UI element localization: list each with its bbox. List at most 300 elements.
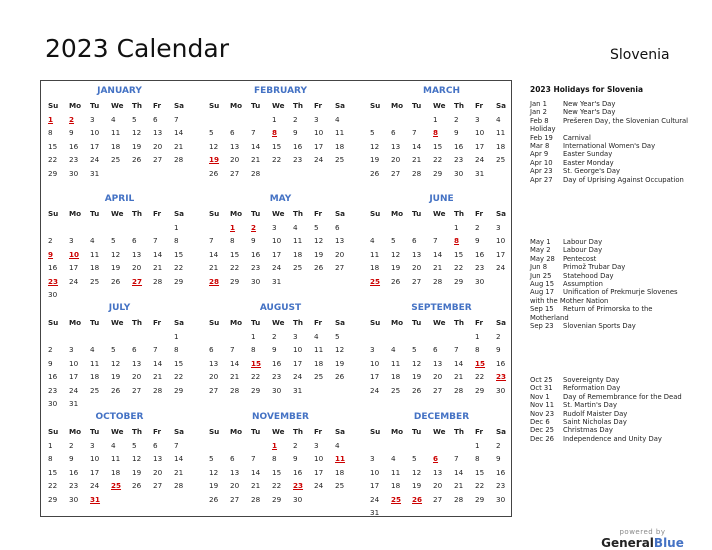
weekday-header: Tu	[251, 318, 261, 327]
holiday-day: 19	[209, 155, 220, 164]
weekday-header: Tu	[90, 427, 100, 436]
weekday-header: Sa	[174, 101, 185, 110]
holiday-entry	[530, 410, 690, 418]
day-cell: 24	[90, 481, 100, 490]
day-cell: 30	[69, 494, 79, 504]
day-cell: 19	[314, 249, 324, 259]
holiday-day: 25	[370, 276, 381, 286]
holiday-date: Aug 17	[530, 288, 555, 297]
day-cell: 9	[69, 454, 74, 463]
empty-cell	[88, 330, 109, 344]
holiday-date: Apr 23	[530, 167, 553, 176]
empty-cell	[67, 221, 88, 235]
day-cell: 17	[69, 263, 79, 272]
day-cell: 25	[293, 263, 303, 272]
month-name: JUNE	[429, 194, 454, 204]
holiday-date: Feb 8	[530, 116, 549, 125]
empty-cell	[452, 439, 473, 453]
day-cell: 8	[174, 345, 179, 354]
day-cell: 22	[475, 481, 485, 490]
day-cell: 7	[209, 236, 214, 245]
day-cell: 16	[69, 467, 79, 477]
day-cell: 30	[454, 168, 464, 178]
weekday-header: Th	[293, 427, 304, 436]
month-days-grid	[46, 207, 193, 302]
day-cell: 19	[111, 263, 121, 272]
day-cell: 7	[251, 128, 256, 137]
day-cell: 21	[153, 372, 163, 381]
weekday-header: Sa	[174, 427, 185, 436]
holiday-entry	[530, 322, 690, 330]
empty-cell	[389, 439, 410, 453]
day-cell: 5	[412, 345, 417, 354]
day-cell: 26	[209, 494, 219, 504]
empty-cell	[249, 113, 270, 127]
holiday-name: Day of Uprising Against Occupation	[563, 175, 684, 184]
day-cell: 6	[132, 345, 137, 354]
day-cell: 12	[335, 345, 345, 354]
holiday-day: 1	[48, 114, 54, 124]
weekday-header: Fr	[314, 209, 322, 218]
day-cell: 23	[454, 155, 464, 164]
day-cell: 15	[48, 141, 58, 151]
day-cell: 9	[496, 454, 501, 463]
empty-cell	[410, 330, 431, 344]
month-name: SEPTEMBER	[411, 303, 472, 313]
day-cell: 13	[335, 236, 345, 245]
day-cell: 13	[153, 128, 163, 137]
day-cell: 8	[251, 345, 256, 354]
weekday-header: We	[433, 101, 446, 110]
day-cell: 23	[475, 263, 485, 272]
holiday-name: Labour Day	[563, 246, 603, 255]
day-cell: 31	[69, 399, 79, 408]
day-cell: 2	[48, 236, 53, 245]
weekday-header: We	[111, 427, 124, 436]
day-cell: 26	[412, 385, 422, 395]
day-cell: 2	[272, 331, 277, 341]
day-cell: 13	[209, 358, 219, 368]
day-cell: 6	[153, 440, 158, 450]
empty-cell	[431, 439, 452, 453]
day-cell: 3	[475, 114, 480, 124]
month-name: APRIL	[104, 194, 135, 204]
month-name: MARCH	[423, 86, 460, 96]
day-cell: 27	[153, 155, 163, 164]
day-cell: 6	[433, 345, 438, 354]
weekday-header: We	[111, 209, 124, 218]
weekday-header: Th	[293, 101, 304, 110]
day-cell: 14	[174, 128, 184, 137]
day-cell: 26	[370, 168, 380, 178]
weekday-header: Fr	[475, 427, 483, 436]
weekday-header: Th	[454, 101, 465, 110]
weekday-header: Tu	[251, 427, 261, 436]
empty-cell	[228, 330, 249, 344]
day-cell: 19	[412, 372, 422, 381]
day-cell: 20	[412, 263, 422, 272]
day-cell: 20	[132, 372, 142, 381]
day-cell: 25	[335, 481, 345, 490]
month-days-grid	[207, 425, 354, 506]
holiday-day: 2	[251, 222, 257, 232]
day-cell: 1	[251, 331, 256, 341]
day-cell: 9	[69, 128, 74, 137]
day-cell: 7	[153, 236, 158, 245]
day-cell: 30	[272, 385, 282, 395]
day-cell: 8	[48, 454, 53, 463]
day-cell: 29	[230, 276, 240, 286]
day-cell: 5	[132, 440, 137, 450]
day-cell: 23	[69, 481, 79, 490]
day-cell: 2	[496, 331, 501, 341]
month-name: AUGUST	[259, 303, 302, 313]
day-cell: 16	[251, 249, 261, 259]
day-cell: 24	[272, 263, 282, 272]
day-cell: 24	[69, 276, 79, 286]
holiday-name: Easter Sunday	[563, 150, 613, 159]
day-cell: 13	[230, 141, 240, 151]
day-cell: 3	[69, 345, 74, 354]
month-days-grid	[46, 316, 193, 411]
day-cell: 19	[132, 141, 142, 151]
empty-cell	[130, 330, 151, 344]
day-cell: 30	[251, 276, 261, 286]
day-cell: 29	[174, 276, 184, 286]
day-cell: 18	[391, 372, 401, 381]
day-cell: 24	[293, 372, 303, 381]
day-cell: 22	[174, 372, 184, 381]
holiday-entry	[530, 280, 690, 288]
holiday-entry	[530, 167, 690, 175]
holiday-day: 10	[69, 249, 80, 259]
day-cell: 19	[370, 155, 380, 164]
day-cell: 28	[251, 494, 261, 504]
day-cell: 16	[293, 467, 303, 477]
holiday-name: Sovereignty Day	[563, 376, 620, 384]
day-cell: 13	[412, 249, 422, 259]
holiday-list-2	[530, 238, 690, 330]
holiday-day: 28	[209, 276, 220, 286]
weekday-header: Sa	[496, 101, 507, 110]
holiday-name: New Year's Day	[563, 108, 616, 117]
holiday-date: Aug 15	[530, 280, 555, 289]
day-cell: 4	[111, 440, 116, 450]
day-cell: 11	[391, 358, 401, 368]
month-days-grid	[207, 99, 354, 180]
month-august	[207, 302, 354, 397]
day-cell: 28	[433, 276, 443, 286]
day-cell: 23	[69, 155, 79, 164]
day-cell: 11	[391, 467, 401, 477]
holiday-date: Jun 25	[530, 271, 552, 280]
day-cell: 5	[209, 454, 214, 463]
day-cell: 12	[132, 128, 142, 137]
holiday-date: Jan 2	[530, 108, 547, 117]
empty-cell	[368, 221, 389, 235]
day-cell: 23	[293, 155, 303, 164]
day-cell: 9	[293, 128, 298, 137]
weekday-header: Su	[370, 101, 381, 110]
day-cell: 30	[48, 399, 58, 408]
day-cell: 31	[272, 276, 282, 286]
day-cell: 21	[174, 141, 184, 151]
month-days-grid	[368, 425, 515, 520]
day-cell: 15	[454, 249, 464, 259]
holiday-date: Nov 11	[530, 401, 555, 410]
holiday-entry	[530, 159, 690, 167]
empty-cell	[389, 113, 410, 127]
day-cell: 19	[391, 263, 401, 272]
holiday-day: 23	[293, 481, 304, 490]
day-cell: 4	[90, 236, 95, 245]
day-cell: 13	[153, 454, 163, 463]
holiday-entry	[530, 100, 690, 108]
day-cell: 9	[251, 236, 256, 245]
weekday-header: Fr	[153, 209, 161, 218]
day-cell: 9	[496, 345, 501, 354]
day-cell: 7	[153, 345, 158, 354]
day-cell: 26	[111, 385, 121, 395]
day-cell: 24	[314, 481, 324, 490]
weekday-header: Fr	[314, 427, 322, 436]
day-cell: 8	[48, 128, 53, 137]
empty-cell	[46, 221, 67, 235]
day-cell: 29	[174, 385, 184, 395]
weekday-header: Tu	[90, 318, 100, 327]
month-june	[368, 193, 515, 288]
day-cell: 22	[272, 481, 282, 490]
day-cell: 27	[230, 168, 240, 178]
day-cell: 10	[90, 128, 100, 137]
day-cell: 12	[132, 454, 142, 463]
day-cell: 4	[314, 331, 319, 341]
day-cell: 17	[496, 249, 506, 259]
day-cell: 7	[230, 345, 235, 354]
weekday-header: Fr	[475, 318, 483, 327]
day-cell: 24	[370, 494, 380, 504]
day-cell: 4	[496, 114, 501, 124]
holiday-entry	[530, 176, 690, 184]
holiday-date: Nov 1	[530, 392, 550, 401]
day-cell: 30	[496, 494, 506, 504]
day-cell: 14	[209, 249, 219, 259]
weekday-header: Su	[48, 209, 59, 218]
day-cell: 14	[412, 141, 422, 151]
weekday-header: Fr	[153, 101, 161, 110]
day-cell: 15	[272, 467, 282, 477]
empty-cell	[207, 221, 228, 235]
empty-cell	[389, 330, 410, 344]
day-cell: 22	[433, 155, 443, 164]
day-cell: 24	[69, 385, 79, 395]
day-cell: 27	[132, 385, 142, 395]
day-cell: 26	[132, 481, 142, 490]
day-cell: 29	[475, 385, 485, 395]
holiday-date: Dec 25	[530, 426, 554, 435]
day-cell: 21	[174, 467, 184, 477]
month-name: DECEMBER	[413, 412, 470, 422]
holiday-date: Dec 26	[530, 434, 554, 443]
day-cell: 25	[111, 155, 121, 164]
day-cell: 3	[69, 236, 74, 245]
day-cell: 17	[314, 467, 324, 477]
day-cell: 22	[251, 372, 261, 381]
day-cell: 3	[314, 440, 319, 450]
weekday-header: Fr	[475, 209, 483, 218]
holiday-name: Statehood Day	[563, 271, 614, 280]
weekday-header: Tu	[412, 101, 422, 110]
month-april	[46, 193, 193, 302]
day-cell: 7	[454, 454, 459, 463]
day-cell: 30	[293, 494, 303, 504]
country-label: Slovenia	[610, 47, 670, 63]
day-cell: 4	[370, 236, 375, 245]
month-name: MAY	[269, 194, 292, 204]
day-cell: 26	[132, 155, 142, 164]
holiday-name: Assumption	[563, 280, 603, 289]
weekday-header: Sa	[496, 318, 507, 327]
day-cell: 15	[272, 141, 282, 151]
holiday-name: St. Martin's Day	[563, 401, 617, 410]
holiday-name: Independence and Unity Day	[563, 434, 662, 443]
holiday-entry	[530, 272, 690, 280]
holiday-name: Primož Trubar Day	[563, 263, 626, 272]
day-cell: 13	[132, 358, 142, 368]
day-cell: 8	[272, 454, 277, 463]
day-cell: 16	[69, 141, 79, 151]
day-cell: 30	[69, 168, 79, 178]
page-title: 2023 Calendar	[45, 34, 229, 63]
weekday-header: Su	[209, 427, 220, 436]
day-cell: 14	[174, 454, 184, 463]
holiday-date: May 2	[530, 246, 551, 255]
day-cell: 21	[209, 263, 219, 272]
day-cell: 20	[433, 481, 443, 490]
weekday-header: Mo	[230, 209, 243, 218]
day-cell: 28	[454, 385, 464, 395]
day-cell: 10	[496, 236, 506, 245]
weekday-header: Tu	[90, 209, 100, 218]
day-cell: 23	[496, 481, 506, 490]
day-cell: 9	[293, 454, 298, 463]
day-cell: 4	[111, 114, 116, 124]
day-cell: 15	[174, 249, 184, 259]
day-cell: 4	[293, 222, 298, 232]
day-cell: 4	[391, 454, 396, 463]
day-cell: 18	[314, 358, 324, 368]
day-cell: 9	[454, 128, 459, 137]
day-cell: 10	[293, 345, 303, 354]
day-cell: 18	[90, 263, 100, 272]
day-cell: 24	[314, 155, 324, 164]
day-cell: 19	[412, 481, 422, 490]
day-cell: 28	[454, 494, 464, 504]
holiday-day: 1	[272, 440, 278, 450]
holiday-date: Sep 15	[530, 305, 554, 314]
holiday-name: Pentecost	[563, 254, 597, 263]
weekday-header: Fr	[153, 318, 161, 327]
empty-cell	[228, 439, 249, 453]
holiday-entry	[530, 418, 690, 426]
day-cell: 14	[251, 141, 261, 151]
weekday-header: Su	[370, 318, 381, 327]
holiday-date: Apr 10	[530, 158, 553, 167]
day-cell: 6	[230, 128, 235, 137]
holiday-day: 8	[454, 236, 460, 245]
day-cell: 2	[293, 114, 298, 124]
day-cell: 6	[412, 236, 417, 245]
day-cell: 6	[153, 114, 158, 124]
weekday-header: We	[433, 209, 446, 218]
day-cell: 14	[433, 249, 443, 259]
day-cell: 6	[209, 345, 214, 354]
day-cell: 15	[475, 467, 485, 477]
day-cell: 31	[370, 508, 380, 517]
holiday-entry	[530, 376, 690, 384]
holiday-date: Jun 8	[530, 263, 548, 272]
day-cell: 22	[272, 155, 282, 164]
day-cell: 9	[475, 236, 480, 245]
day-cell: 27	[335, 263, 345, 272]
day-cell: 3	[90, 114, 95, 124]
day-cell: 7	[174, 114, 179, 124]
weekday-header: Su	[48, 427, 59, 436]
holiday-entry	[530, 393, 690, 401]
weekday-header: Fr	[475, 101, 483, 110]
day-cell: 12	[111, 358, 121, 368]
day-cell: 8	[174, 236, 179, 245]
day-cell: 25	[496, 155, 506, 164]
day-cell: 23	[251, 263, 261, 272]
weekday-header: Fr	[314, 318, 322, 327]
weekday-header: Tu	[90, 101, 100, 110]
day-cell: 19	[132, 467, 142, 477]
month-name: OCTOBER	[95, 412, 144, 422]
day-cell: 22	[454, 263, 464, 272]
holiday-name: St. George's Day	[563, 167, 621, 176]
day-cell: 10	[370, 467, 380, 477]
day-cell: 28	[230, 385, 240, 395]
weekday-header: Mo	[230, 318, 243, 327]
day-cell: 11	[335, 128, 345, 137]
day-cell: 14	[153, 358, 163, 368]
day-cell: 28	[251, 168, 261, 178]
holiday-date: Dec 6	[530, 418, 550, 427]
day-cell: 28	[174, 481, 184, 490]
day-cell: 10	[475, 128, 485, 137]
day-cell: 22	[48, 155, 58, 164]
empty-cell	[207, 330, 228, 344]
powered-by-text: powered by	[619, 528, 666, 536]
month-december	[368, 411, 515, 520]
day-cell: 11	[90, 249, 100, 259]
day-cell: 15	[48, 467, 58, 477]
day-cell: 19	[335, 358, 345, 368]
weekday-header: We	[272, 318, 285, 327]
holiday-date: Jan 1	[530, 100, 547, 108]
day-cell: 1	[272, 114, 277, 124]
weekday-header: Su	[209, 209, 220, 218]
holiday-name: Easter Monday	[563, 158, 614, 167]
day-cell: 2	[496, 440, 501, 450]
day-cell: 15	[174, 358, 184, 368]
weekday-header: We	[272, 209, 285, 218]
day-cell: 14	[153, 249, 163, 259]
day-cell: 20	[335, 249, 345, 259]
month-march	[368, 85, 515, 180]
month-february	[207, 85, 354, 180]
